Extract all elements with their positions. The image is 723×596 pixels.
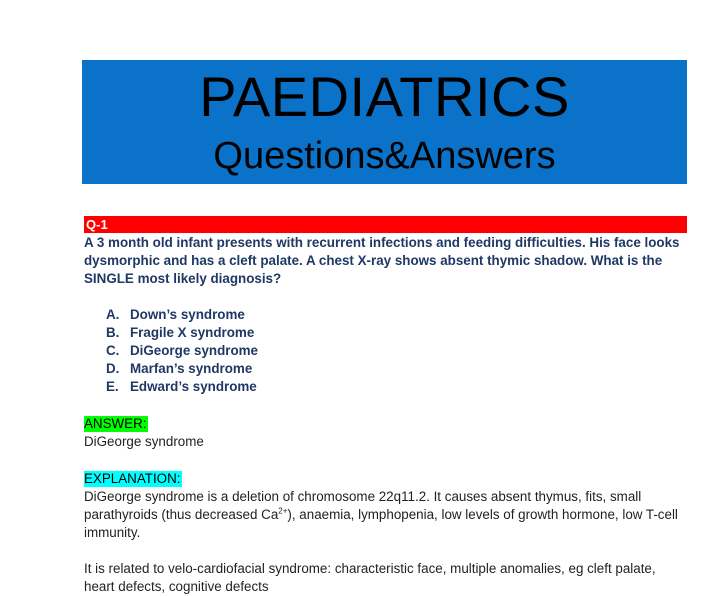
title-banner: [82, 60, 687, 184]
question-content: [84, 216, 687, 596]
explanation-text-part: DiGeorge syndrome is a deletion of chromosome 22q11.2. It causes absent thymus, fits, small parathyroids (thus decreased Ca: [84, 489, 642, 522]
option-letter: B.: [106, 325, 120, 340]
option-text: Fragile X syndrome: [130, 325, 255, 340]
answer-label: ANSWER:: [84, 416, 147, 431]
question-label: Q-1: [84, 216, 687, 233]
option-c: [106, 342, 687, 360]
option-text: Edward’s syndrome: [130, 379, 257, 394]
page-subtitle: Questions&Answers: [213, 135, 556, 177]
option-letter: D.: [106, 361, 120, 376]
explanation-label: EXPLANATION:: [84, 471, 181, 486]
option-letter: E.: [106, 379, 119, 394]
option-e: [106, 378, 687, 396]
option-a: [106, 306, 687, 324]
option-text: DiGeorge syndrome: [130, 343, 258, 358]
option-letter: A.: [106, 307, 120, 322]
option-b: [106, 324, 687, 342]
option-letter: C.: [106, 343, 120, 358]
explanation-paragraph-2: It is related to velo-cardiofacial syndrome: characteristic face, multiple anomalies, eg cleft palate, heart defects, cognitive defects: [84, 561, 656, 594]
option-text: Marfan’s syndrome: [130, 361, 253, 376]
options-list: [106, 306, 687, 396]
explanation-text-part: ), anaemia, lymphopenia, low levels of growth hormone, low T-cell immunity.: [84, 507, 678, 540]
calcium-superscript: 2+: [278, 506, 288, 516]
page-title: PAEDIATRICS: [199, 65, 570, 128]
option-d: [106, 360, 687, 378]
explanation-paragraph-1: [84, 488, 684, 542]
answer-text: DiGeorge syndrome: [84, 434, 204, 449]
question-text: A 3 month old infant presents with recurrent infections and feeding difficulties. His face looks dysmorphic and has a cleft palate. A chest X-ray shows absent thymic shadow. What is the SINGLE most likely diagnosis?: [84, 235, 680, 286]
option-text: Down’s syndrome: [130, 307, 245, 322]
